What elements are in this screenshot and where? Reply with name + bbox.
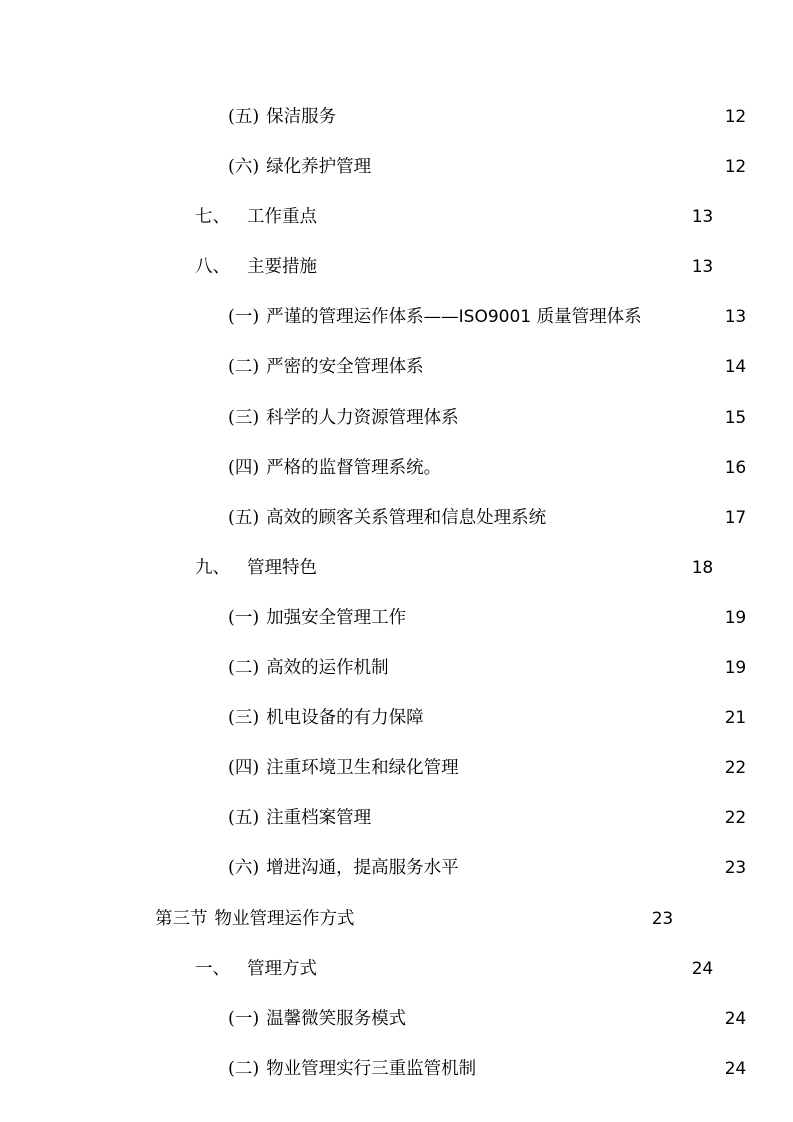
toc-dot-leader: [407, 605, 725, 623]
toc-entry-label: [195, 944, 317, 994]
toc-entry-label: [228, 443, 441, 493]
toc-entry-label: [228, 743, 459, 793]
toc-entry-page-number: 12: [724, 157, 746, 178]
toc-entry-label: [228, 92, 336, 142]
toc-entry-page-number: 13: [691, 207, 713, 228]
toc-entry-title: 严密的安全管理体系: [266, 357, 424, 378]
toc-entry-label: [228, 292, 725, 342]
toc-entry-page-number: 16: [724, 457, 746, 478]
toc-entry-title: 物业管理运作方式: [214, 908, 355, 929]
toc-dot-leader: [460, 756, 725, 774]
toc-entry-label: [228, 843, 459, 893]
table-of-contents: [155, 92, 746, 1094]
toc-entry-page-number: 19: [724, 658, 746, 679]
toc-entry-page-number: 23: [651, 908, 673, 929]
toc-entry[interactable]: [155, 793, 746, 843]
toc-entry[interactable]: [155, 192, 713, 242]
latin-run: ISO9001: [458, 307, 532, 328]
toc-entry-marker: 九、: [195, 557, 230, 578]
toc-entry-label: [155, 894, 355, 944]
toc-entry-title: 温馨微笑服务模式: [266, 1008, 407, 1029]
toc-entry-marker: (六): [228, 157, 260, 178]
toc-entry-marker: (四): [228, 457, 260, 478]
toc-entry-title: 高效的顾客关系管理和信息处理系统: [266, 507, 547, 528]
toc-entry[interactable]: [155, 342, 746, 392]
toc-dot-leader: [460, 405, 725, 423]
toc-dot-leader: [372, 806, 725, 824]
toc-entry-title: 保洁服务: [266, 107, 337, 127]
toc-entry-title: 管理方式: [247, 958, 317, 979]
toc-dot-leader: [318, 255, 692, 273]
toc-entry-page-number: 24: [691, 958, 713, 979]
toc-entry-label: [228, 593, 406, 643]
toc-entry-title: 机电设备的有力保障: [266, 708, 424, 729]
toc-entry[interactable]: [155, 994, 746, 1044]
toc-entry[interactable]: [155, 292, 746, 342]
toc-entry-marker: (六): [228, 858, 260, 879]
toc-dot-leader: [372, 155, 725, 173]
toc-entry-label: [228, 643, 389, 693]
toc-entry-title: 注重档案管理: [266, 808, 372, 829]
toc-dot-leader: [460, 856, 725, 874]
toc-entry-page-number: 13: [724, 307, 746, 328]
toc-entry-marker: (三): [228, 407, 260, 428]
toc-entry[interactable]: [155, 693, 746, 743]
toc-entry-page-number: 18: [691, 557, 713, 578]
toc-dot-leader: [425, 706, 725, 724]
toc-entry[interactable]: [155, 242, 713, 292]
toc-dot-leader: [390, 656, 725, 674]
toc-dot-leader: [425, 355, 725, 373]
toc-entry-page-number: 21: [724, 708, 746, 729]
toc-entry[interactable]: [155, 1044, 746, 1094]
toc-dot-leader: [318, 205, 692, 223]
toc-entry[interactable]: [155, 643, 746, 693]
toc-dot-leader: [442, 455, 725, 473]
toc-entry-title: 增进沟通，提高服务水平: [266, 858, 459, 879]
toc-entry-label: [195, 242, 317, 292]
toc-entry-label: [228, 793, 371, 843]
toc-entry[interactable]: [155, 92, 746, 142]
toc-entry-page-number: 23: [724, 858, 746, 879]
toc-entry-marker: 八、: [195, 257, 230, 278]
toc-entry-label: [195, 192, 317, 242]
toc-entry-marker: (五): [228, 808, 260, 829]
toc-entry-page-number: 24: [724, 1008, 746, 1029]
toc-entry-page-number: 22: [724, 758, 746, 779]
toc-dot-leader: [547, 505, 725, 523]
toc-entry[interactable]: [155, 743, 746, 793]
toc-entry-title: 科学的人力资源管理体系: [266, 407, 459, 428]
toc-entry[interactable]: [155, 142, 746, 192]
toc-entry-page-number: 22: [724, 808, 746, 829]
toc-entry-label: [195, 543, 317, 593]
toc-entry-page-number: 19: [724, 607, 746, 628]
toc-dot-leader: [318, 956, 692, 974]
toc-dot-leader: [337, 105, 725, 123]
toc-entry-marker: 七、: [195, 207, 230, 228]
toc-entry-marker: (一): [228, 607, 260, 628]
toc-entry-title: 管理特色: [247, 557, 317, 578]
toc-entry-label: [228, 1044, 476, 1094]
toc-entry-marker: (二): [228, 357, 260, 378]
toc-entry-label: [228, 342, 424, 392]
toc-entry-title: 高效的运作机制: [266, 658, 389, 679]
toc-entry-marker: 一、: [195, 958, 230, 979]
toc-entry-marker: (五): [228, 107, 260, 127]
toc-entry-marker: (一): [228, 1008, 260, 1029]
toc-entry-label: [228, 142, 371, 192]
toc-entry[interactable]: [155, 443, 746, 493]
toc-dot-leader: [356, 906, 652, 924]
toc-entry[interactable]: [155, 493, 746, 543]
toc-entry-marker: (三): [228, 708, 260, 729]
toc-entry-title: 物业管理实行三重监管机制: [266, 1058, 477, 1079]
toc-entry-page-number: 17: [724, 507, 746, 528]
toc-dot-leader: [477, 1056, 725, 1074]
toc-entry-title: 注重环境卫生和绿化管理: [266, 758, 459, 779]
toc-entry-label: [228, 693, 424, 743]
toc-entry-marker: (五): [228, 507, 260, 528]
toc-entry[interactable]: [155, 543, 713, 593]
toc-entry-title: 主要措施: [247, 257, 317, 278]
toc-dot-leader: [407, 1006, 725, 1024]
toc-entry-title: 绿化养护管理: [266, 157, 372, 178]
toc-entry[interactable]: [155, 894, 673, 944]
toc-entry-page-number: 15: [724, 407, 746, 428]
toc-entry-marker: (二): [228, 1058, 260, 1079]
toc-entry-page-number: 24: [724, 1058, 746, 1079]
toc-entry-marker: (一): [228, 307, 260, 328]
toc-entry-label: [228, 393, 459, 443]
toc-entry-label: [228, 994, 406, 1044]
toc-entry-label: [228, 493, 546, 543]
toc-entry-marker: 第三节: [155, 908, 208, 929]
toc-entry[interactable]: [155, 944, 713, 994]
toc-entry-page-number: 12: [724, 107, 746, 127]
toc-entry-page-number: 13: [691, 257, 713, 278]
toc-entry[interactable]: [155, 393, 746, 443]
toc-dot-leader: [318, 555, 692, 573]
toc-entry-page-number: 14: [724, 357, 746, 378]
toc-entry-marker: (四): [228, 758, 260, 779]
toc-entry[interactable]: [155, 593, 746, 643]
toc-entry-title: 严格的监督管理系统。: [266, 457, 442, 478]
toc-entry-title: 工作重点: [247, 207, 317, 228]
toc-entry[interactable]: [155, 843, 746, 893]
toc-entry-marker: (二): [228, 658, 260, 679]
toc-entry-title: 加强安全管理工作: [266, 607, 407, 628]
toc-entry-title: 严谨的管理运作体系——ISO9001 质量管理体系: [266, 307, 642, 328]
